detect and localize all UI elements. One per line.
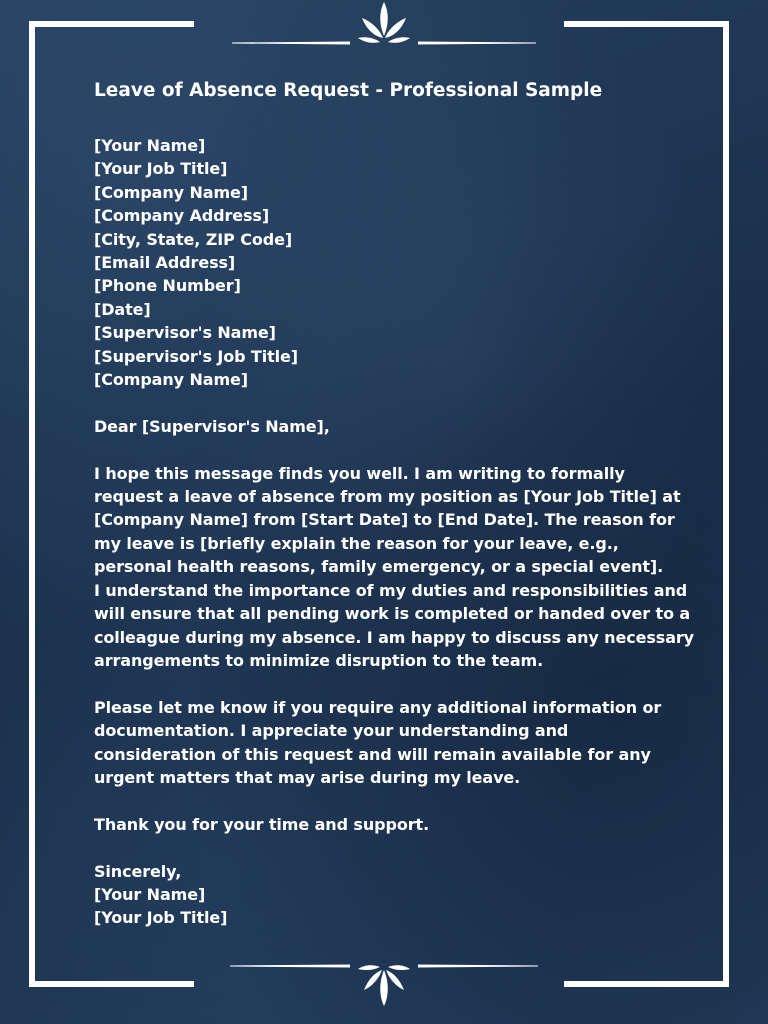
sender-line: [Supervisor's Job Title] xyxy=(94,346,298,366)
closing: Sincerely, xyxy=(94,861,182,881)
paragraph-line: urgent matters that may arise during my leave. xyxy=(94,767,521,787)
sender-block xyxy=(94,134,694,391)
sender-line: [Company Name] xyxy=(94,182,248,202)
sender-line: [Email Address] xyxy=(94,253,236,273)
sender-line: [Company Address] xyxy=(94,206,270,226)
paragraph-line: documentation. I appreciate your understanding and xyxy=(94,721,569,741)
paragraph-followup xyxy=(94,696,694,790)
signature-name: [Your Name] xyxy=(94,884,206,904)
spacer xyxy=(94,672,694,695)
paragraph-line: I understand the importance of my duties and responsibilities and xyxy=(94,580,688,600)
paragraph-main xyxy=(94,462,694,673)
paragraph-line: consideration of this request and will remain available for any xyxy=(94,744,651,764)
paragraph-line: my leave is [briefly explain the reason for your leave, e.g., xyxy=(94,533,619,553)
paragraph-line: request a leave of absence from my position as [Your Job Title] at xyxy=(94,487,681,507)
sender-line: [Phone Number] xyxy=(94,276,241,296)
bottom-ornament-icon xyxy=(0,958,768,1018)
paragraph-line: colleague during my absence. I am happy to discuss any necessary xyxy=(94,627,695,647)
letter-title: Leave of Absence Request - Professional Sample xyxy=(94,80,603,101)
sender-line: [Date] xyxy=(94,299,151,319)
signature-title: [Your Job Title] xyxy=(94,908,228,928)
letter-body xyxy=(94,78,694,930)
paragraph-line: personal health reasons, family emergency, or a special event]. xyxy=(94,557,664,577)
spacer xyxy=(94,836,694,859)
spacer xyxy=(94,789,694,812)
paragraph-line: will ensure that all pending work is completed or handed over to a xyxy=(94,604,691,624)
sender-line: [Company Name] xyxy=(94,370,248,390)
spacer xyxy=(94,438,694,461)
paragraph-line: [Company Name] from [Start Date] to [End Date]. The reason for xyxy=(94,510,675,530)
paragraph-line: arrangements to minimize disruption to the team. xyxy=(94,650,544,670)
frame-left-edge xyxy=(29,21,35,987)
top-ornament-icon xyxy=(0,0,768,60)
thanks-line: Thank you for your time and support. xyxy=(94,814,430,834)
frame-right-edge xyxy=(723,21,729,987)
salutation: Dear [Supervisor's Name], xyxy=(94,416,330,436)
sender-line: [Your Job Title] xyxy=(94,159,228,179)
sender-line: [Your Name] xyxy=(94,136,206,155)
signature-block xyxy=(94,860,694,930)
spacer xyxy=(94,391,694,414)
sender-line: [Supervisor's Name] xyxy=(94,323,276,343)
sender-line: [City, State, ZIP Code] xyxy=(94,229,293,249)
paragraph-line: I hope this message finds you well. I am writing to formally xyxy=(94,463,625,483)
paragraph-line: Please let me know if you require any additional information or xyxy=(94,697,662,717)
